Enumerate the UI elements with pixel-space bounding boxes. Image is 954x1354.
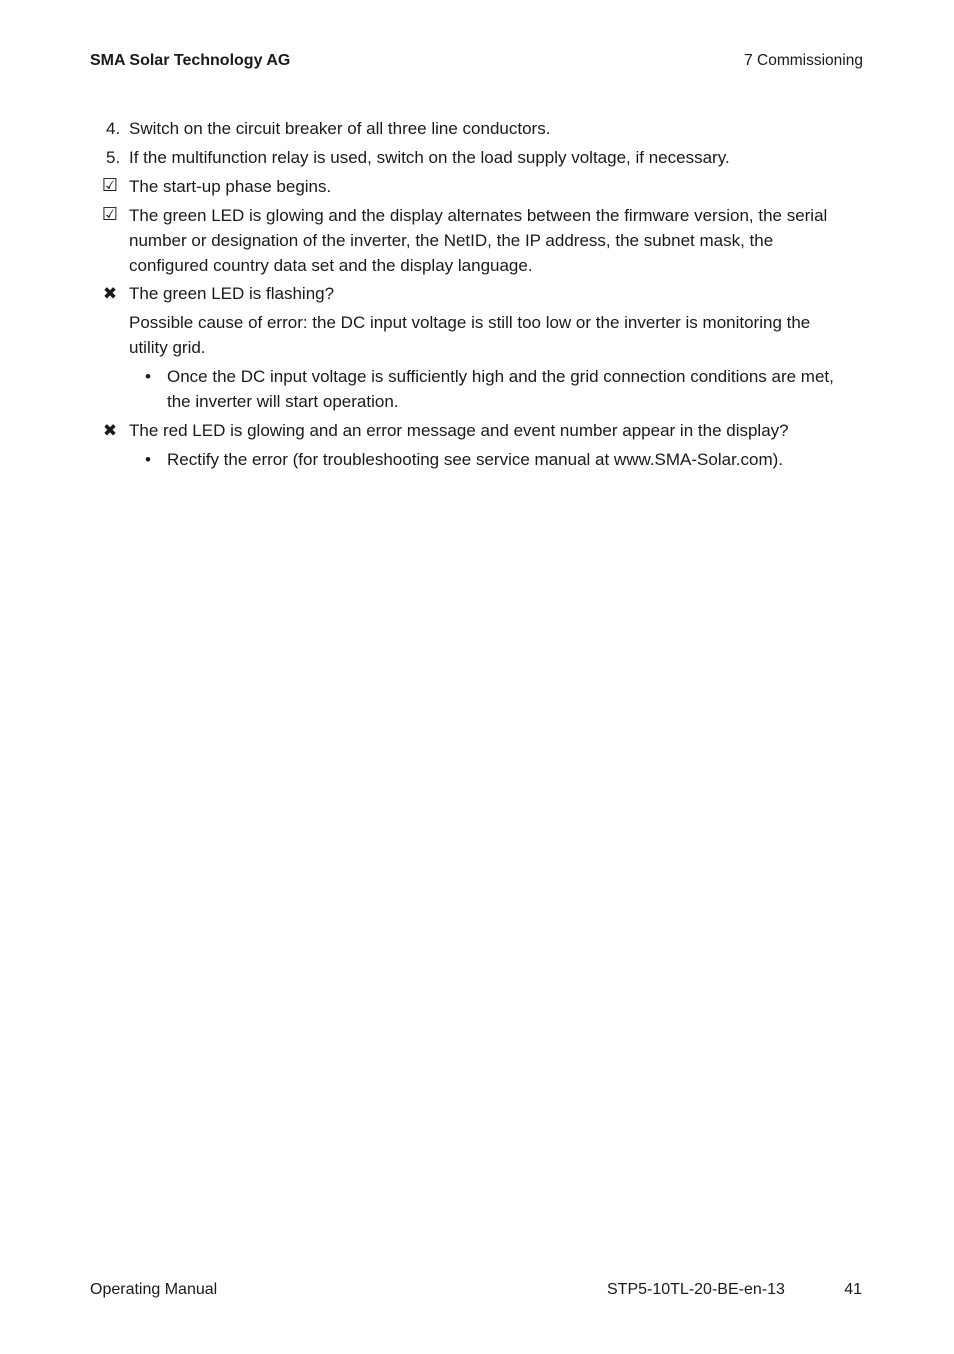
header-chapter: 7 Commissioning (744, 52, 863, 69)
result-startup-text: The start-up phase begins. (129, 177, 332, 196)
result-green-glowing-line: number or designation of the inverter, the NetID, the IP address, the subnet mask, the (129, 231, 774, 250)
error-green-flashing-remedy: Once the DC input voltage is sufficiently high and the grid connection conditions are met, (167, 367, 834, 386)
error-red-glowing-remedy: Rectify the error (for troubleshooting see service manual at www.SMA-Solar.com). (167, 450, 784, 469)
error-green-flashing-question: The green LED is flashing? (129, 284, 335, 303)
step-5-text: If the multifunction relay is used, switch on the load supply voltage, if necessary. (129, 148, 730, 167)
bullet-icon: • (145, 367, 151, 386)
error-green-flashing-cause: Possible cause of error: the DC input voltage is still too low or the inverter is monitoring the (129, 313, 811, 332)
header-company: SMA Solar Technology AG (90, 52, 291, 69)
step-4-number: 4. (106, 119, 121, 138)
footer-document-code: STP5-10TL-20-BE-en-13 (607, 1281, 785, 1298)
error-green-flashing-cause: utility grid. (129, 338, 206, 357)
cross-icon: ✖ (102, 421, 118, 440)
result-green-glowing-line: configured country data set and the display language. (129, 256, 533, 275)
step-4-text: Switch on the circuit breaker of all three line conductors. (129, 119, 551, 138)
bullet-icon: • (145, 450, 151, 469)
checkbox-checked-icon: ☑ (101, 204, 119, 224)
result-green-glowing-line: The green LED is glowing and the display alternates between the firmware version, the serial (129, 206, 828, 225)
error-red-glowing-question: The red LED is glowing and an error message and event number appear in the display? (129, 421, 789, 440)
cross-icon: ✖ (102, 284, 118, 303)
footer-page-number: 41 (844, 1281, 862, 1298)
step-5-number: 5. (106, 148, 121, 167)
error-green-flashing-remedy: the inverter will start operation. (167, 392, 399, 411)
checkbox-checked-icon: ☑ (101, 175, 119, 195)
footer-document-type: Operating Manual (90, 1281, 218, 1298)
